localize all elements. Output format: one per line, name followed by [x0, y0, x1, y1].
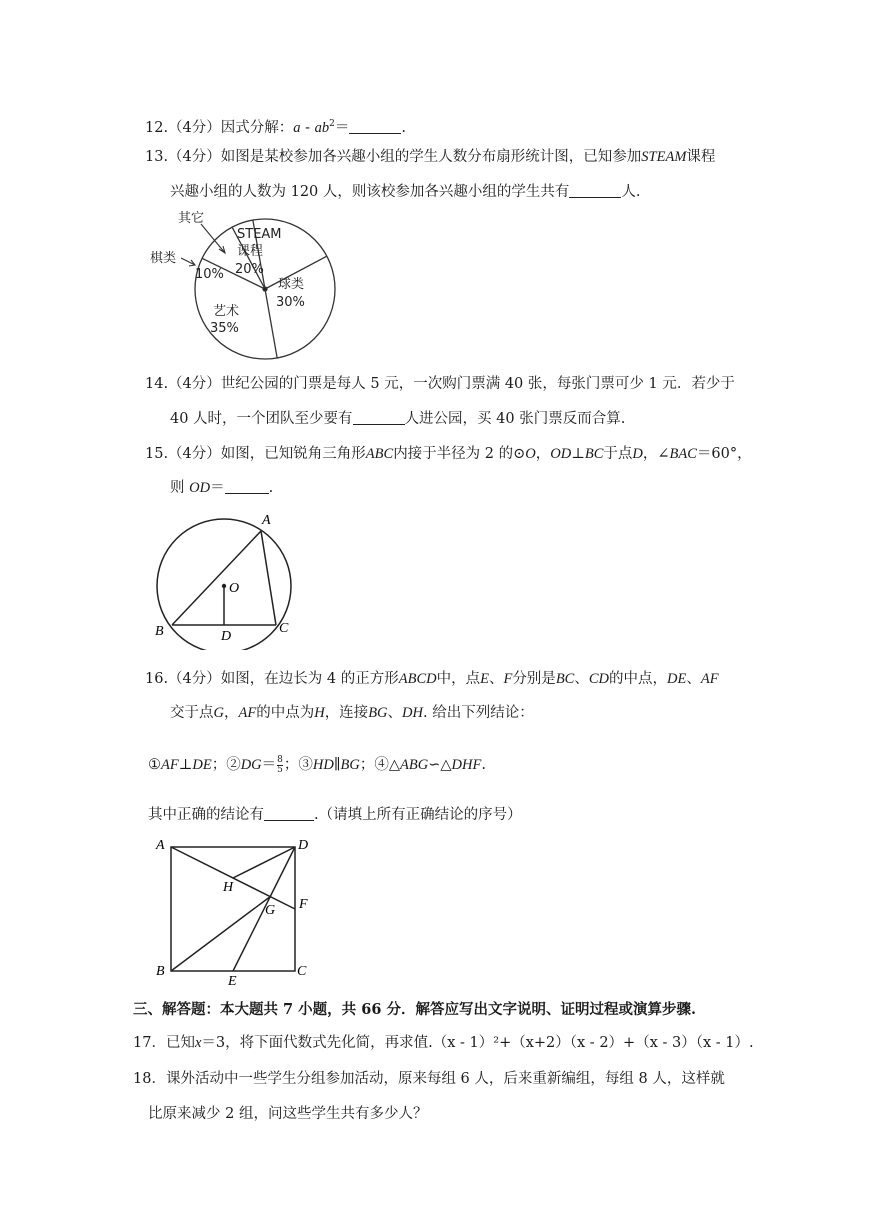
label-c: C	[279, 621, 289, 636]
q12-number: 12.（4分）因式分解：	[145, 119, 294, 136]
slice-label-art: 艺术	[213, 304, 240, 319]
label-f: F	[299, 897, 308, 912]
label-a: A	[156, 838, 165, 853]
label-o: O	[229, 581, 240, 596]
figure-circle-triangle	[145, 508, 310, 650]
segment-bg	[171, 897, 270, 971]
side-ab	[172, 531, 261, 625]
question-12: 12.（4分）因式分解：$a - ab^2=$ .	[145, 119, 407, 136]
side-ac	[261, 531, 276, 625]
question-16-line1: 16.（4分）如图，在边长为 4 的正方形ABCD中，点E、F分别是BC、CD的中点，DE、AF	[145, 671, 719, 687]
answer-blank[interactable]	[225, 479, 269, 494]
answer-blank[interactable]	[349, 119, 401, 134]
question-16-line4: 其中正确的结论有 .（请填上所有正确结论的序号）	[148, 807, 522, 823]
label-d: D	[221, 629, 232, 644]
label-a: A	[262, 513, 271, 528]
answer-blank[interactable]	[569, 183, 621, 198]
question-15-line2: 则 OD＝ .	[170, 480, 274, 496]
question-14-line2: 40 人时，一个团队至少要有 人进公园，买 40 张门票反而合算.	[170, 411, 626, 427]
slice-pct-ball: 30%	[276, 295, 305, 310]
slice-label-ball: 球类	[278, 277, 305, 292]
question-18-line1: 18．课外活动中一些学生分组参加活动，原来每组 6 人，后来重新编组，每组 8 人，这样就	[133, 1071, 725, 1087]
question-14-line1: 14.（4分）世纪公园的门票是每人 5 元，一次购门票满 40 张，每张门票可少 1 元．若少于	[145, 376, 735, 392]
slice-label-other: 其它	[178, 211, 205, 226]
pie-center	[263, 287, 267, 291]
label-c: C	[297, 964, 307, 979]
question-13-line2: 兴趣小组的人数为 120 人，则该校参加各兴趣小组的学生共有 人.	[170, 184, 641, 200]
answer-blank[interactable]	[353, 410, 405, 425]
question-13-line1: 13.（4分）如图是某校参加各兴趣小组的学生人数分布扇形统计图，已知参加STEAM课程	[145, 149, 716, 165]
slice-label-steam: STEAM	[237, 227, 282, 242]
slice-pct-steam: 20%	[235, 262, 264, 277]
square-abcd	[171, 847, 295, 971]
question-16-line2: 交于点G，AF的中点为H，连接BG、DH. 给出下列结论：	[170, 705, 534, 721]
arrow-chess	[181, 258, 195, 266]
slice-label-steam-2: 课程	[237, 244, 264, 259]
label-d: D	[298, 838, 309, 853]
pie-chart	[145, 205, 345, 360]
segment-dh	[233, 847, 295, 878]
label-h: H	[223, 880, 234, 895]
label-b: B	[156, 964, 165, 979]
question-16-conclusions: ①AF⊥DE；②DG＝ $\frac{8}{5}$ ；③HD∥BG；④△ABG∽△DHF.	[148, 754, 486, 775]
question-18-line2: 比原来减少 2 组，问这些学生共有多少人？	[148, 1106, 428, 1122]
section-3-heading: 三、解答题：本大题共 7 小题，共 66 分．解答应写出文字说明、证明过程或演算步骤.	[133, 1001, 697, 1018]
fraction-8-5: $\frac{8}{5}$	[277, 754, 283, 775]
question-15-line1: 15.（4分）如图，已知锐角三角形ABC内接于半径为 2 的⊙O，OD⊥BC于点D，∠BAC＝60°，	[145, 446, 752, 462]
figure-square	[145, 833, 325, 993]
label-e: E	[228, 974, 237, 989]
slice-pct-chess: 10%	[195, 267, 224, 282]
segment-de	[233, 847, 295, 971]
q12-var-ab: ab	[314, 119, 330, 136]
label-b: B	[155, 624, 164, 639]
slice-label-chess: 棋类	[150, 251, 177, 266]
center-point	[222, 584, 226, 588]
question-17: 17．已知x＝3，将下面代数式先化简，再求值.（x - 1）²+（x+2）（x - 2）+（x - 3）（x - 1）.	[133, 1035, 754, 1051]
label-g: G	[265, 903, 276, 918]
slice-pct-art: 35%	[210, 321, 239, 336]
q12-var-a: a	[293, 119, 301, 136]
arrow-other	[201, 224, 225, 253]
answer-blank[interactable]	[264, 806, 314, 821]
